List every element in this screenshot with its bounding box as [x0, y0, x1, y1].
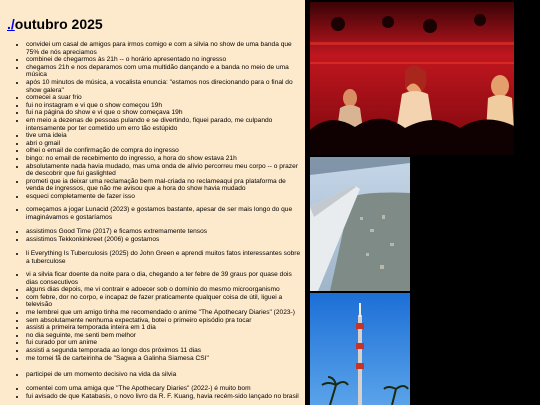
list-item: • absolutamente nada havia mudado, mas uma onda de alívio percorreu meu corpo -- o prazer de descobrir que fui gaslighted [26, 163, 302, 178]
airplane-window-photo [310, 157, 410, 291]
list-item: • abri o gmail [26, 140, 302, 148]
entry-list-illness [6, 271, 302, 362]
airplane-window-illustration [310, 157, 410, 291]
list-item: • após 10 minutos de música, a vocalista enuncia: "estamos nos direcionando para o final do show galera" [26, 79, 302, 94]
home-link[interactable]: ./ [7, 16, 15, 32]
page-title-text: outubro 2025 [14, 16, 103, 32]
list-item: • participei de um momento decisivo na vida da silvia [26, 371, 302, 379]
concert-photo [310, 2, 514, 155]
list-item: • combinei de chegarmos às 21h -- o horário apresentado no ingresso [26, 56, 302, 64]
list-item: • olhei o email de confirmação de compra do ingresso [26, 147, 302, 155]
list-item: • comentei com uma amiga que "The Apothecary Diaries" (2022-) é muito bom [26, 385, 302, 393]
antenna-tower-illustration [310, 293, 410, 405]
list-item: • tive uma ideia [26, 132, 302, 140]
list-item: • me tornei fã de carteirinha de "Sagwa a Galinha Siamesa CSI" [26, 355, 302, 363]
list-item: • alguns dias depois, me vi contrair e adoecer sob o domínio do mesmo microorganismo [26, 286, 302, 294]
list-item: • esqueci completamente de fazer isso [26, 193, 302, 201]
list-item: • assisti a primeira temporada inteira em 1 dia [26, 324, 302, 332]
list-item: • fui no instagram e vi que o show começou 19h [26, 102, 302, 110]
page-title [7, 16, 103, 32]
list-item: • no dia seguinte, me senti bem melhor [26, 332, 302, 340]
concert-photo-illustration [310, 2, 514, 155]
list-item: • convidei um casal de amigos para irmos comigo e com a silvia no show de uma banda que 75% de nós apreciamos [26, 41, 302, 56]
list-item: • vi a silvia ficar doente da noite para o dia, chegando a ter febre de 39 graus por quase dois dias consecutivos [26, 271, 302, 286]
list-item: • assistimos Tekkonkinkreet (2006) e gostamos [26, 236, 302, 244]
entry-list-book [6, 250, 302, 265]
list-item: • assistimos Good Time (2017) e ficamos extremamente tensos [26, 228, 302, 236]
antenna-tower-photo [310, 293, 410, 405]
list-item: • em meio a dezenas de pessoas pulando e se divertindo, fiquei parado, me culpando intensamente por ter cometido um erro tão estúpido [26, 117, 302, 132]
entry-list-moment [6, 371, 302, 379]
list-item: • bingo: no email de recebimento do ingresso, a hora do show estava 21h [26, 155, 302, 163]
list-item: • com febre, dor no corpo, e incapaz de fazer praticamente qualquer coisa de útil, liguei a televisão [26, 294, 302, 309]
list-item: • fui na página do show e vi que o show começava 19h [26, 109, 302, 117]
entry-list-show [6, 41, 302, 200]
list-item: • comecei a suar frio [26, 94, 302, 102]
entry-list-movies [6, 206, 302, 243]
list-item: • sem absolutamente nenhuma expectativa, botei o primeiro episódio pra tocar [26, 317, 302, 325]
list-item: • chegamos 21h e nos deparamos com uma multidão dançando e a banda no meio de uma música [26, 64, 302, 79]
list-item: • prometi que ia deixar uma reclamação bem mal-criada no reclameaqui pra plataforma de venda de ingressos, que não me avisou que a hora do show havia mudado [26, 178, 302, 193]
list-item: • fui curado por um anime [26, 339, 302, 347]
entry-list-last [6, 385, 302, 400]
list-item: • me lembrei que um amigo tinha me recomendado o anime "The Apothecary Diaries" (2023-) [26, 309, 302, 317]
list-item: • começamos a jogar Lunacid (2023) e gostamos bastante, apesar de ser mais longo do que imaginávamos e gostaríamos [26, 206, 302, 221]
list-item: • assisti a segunda temporada ao longo dos próximos 11 dias [26, 347, 302, 355]
list-item: • fui avisado de que Katabasis, o novo livro da R. F. Kuang, havia recém-sido lançado no brasil [26, 393, 302, 401]
list-item: • li Everything Is Tuberculosis (2025) do John Green e aprendi muitos fatos interessantes sobre a tuberculose [26, 250, 302, 265]
